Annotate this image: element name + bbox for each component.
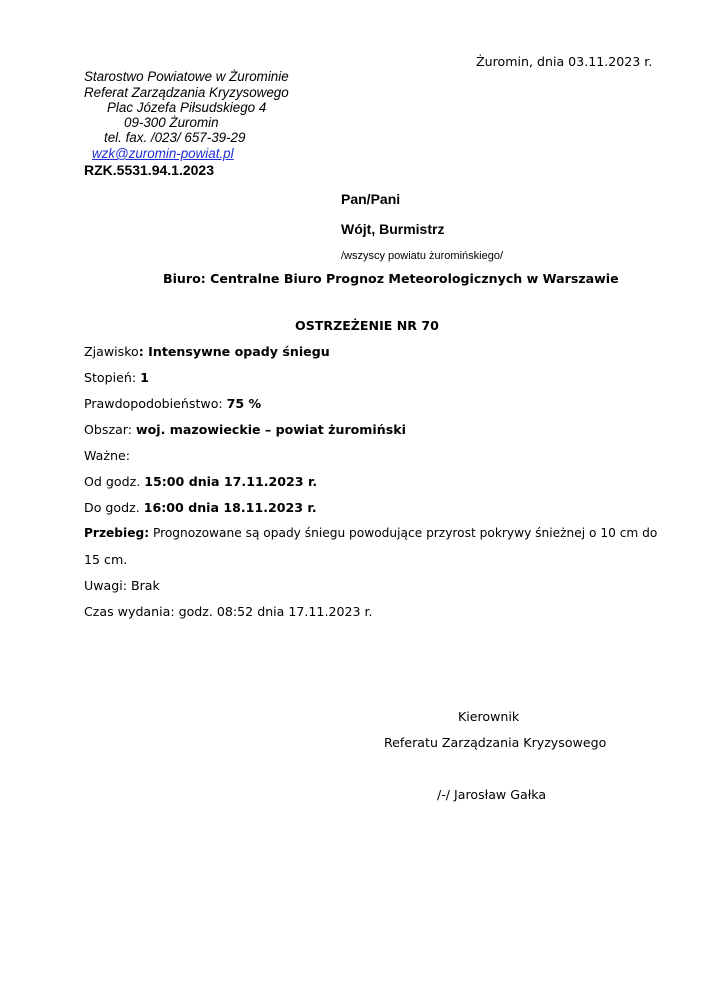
signature-name: /-/ Jarosław Gałka [437,787,547,802]
area-value: woj. mazowieckie – powiat żuromiński [136,422,406,437]
signature-role: Kierownik [458,709,520,724]
valid-from-value: 15:00 dnia 17.11.2023 r. [144,474,318,489]
course-row [84,526,657,540]
phenomenon-row [84,344,330,359]
sender-email-link[interactable]: wzk@zuromin-powiat.pl [92,146,234,161]
sender-line-3: Plac Józefa Piłsudskiego 4 [107,100,267,115]
signature-department: Referatu Zarządzania Kryzysowego [384,735,607,750]
recipient-line-1: Pan/Pani [341,191,401,207]
area-row [84,422,406,437]
degree-value: 1 [140,370,149,385]
probability-row [84,396,261,411]
bureau-line: Biuro: Centralne Biuro Prognoz Meteorologicznych w Warszawie [163,271,619,286]
area-label: Obszar: [84,422,136,437]
valid-from-row [84,474,317,489]
sender-line-5: tel. fax. /023/ 657-39-29 [104,130,246,145]
sender-line-2: Referat Zarządzania Kryzysowego [84,85,289,100]
valid-to-row [84,500,317,515]
probability-label: Prawdopodobieństwo: [84,396,227,411]
degree-row [84,370,149,385]
issued-row: Czas wydania: godz. 08:52 dnia 17.11.2023 r. [84,604,373,619]
place-date: Żuromin, dnia 03.11.2023 r. [476,54,653,69]
recipient-line-2: Wójt, Burmistrz [341,221,445,237]
probability-value: 75 % [226,396,262,411]
sender-line-4: 09-300 Żuromin [124,115,219,130]
sender-line-1: Starostwo Powiatowe w Żurominie [84,69,289,84]
warning-title: OSTRZEŻENIE NR 70 [295,318,439,333]
valid-label: Ważne: [84,448,130,463]
recipient-line-3: /wszyscy powiatu żuromińskiego/ [341,250,504,262]
reference-number: RZK.5531.94.1.2023 [84,162,214,178]
valid-to-label: Do godz. [84,500,144,515]
phenomenon-value: : Intensywne opady śniegu [138,344,330,359]
degree-label: Stopień: [84,370,141,385]
course-text-line-1: Prognozowane są opady śniegu powodujące przyrost pokrywy śnieżnej o 10 cm do [149,526,658,540]
remarks-row: Uwagi: Brak [84,578,160,593]
valid-to-value: 16:00 dnia 18.11.2023 r. [143,500,317,515]
course-text-line-2: 15 cm. [84,552,128,567]
valid-from-label: Od godz. [84,474,145,489]
phenomenon-label: Zjawisko [84,344,139,359]
course-label: Przebieg: [84,526,150,540]
